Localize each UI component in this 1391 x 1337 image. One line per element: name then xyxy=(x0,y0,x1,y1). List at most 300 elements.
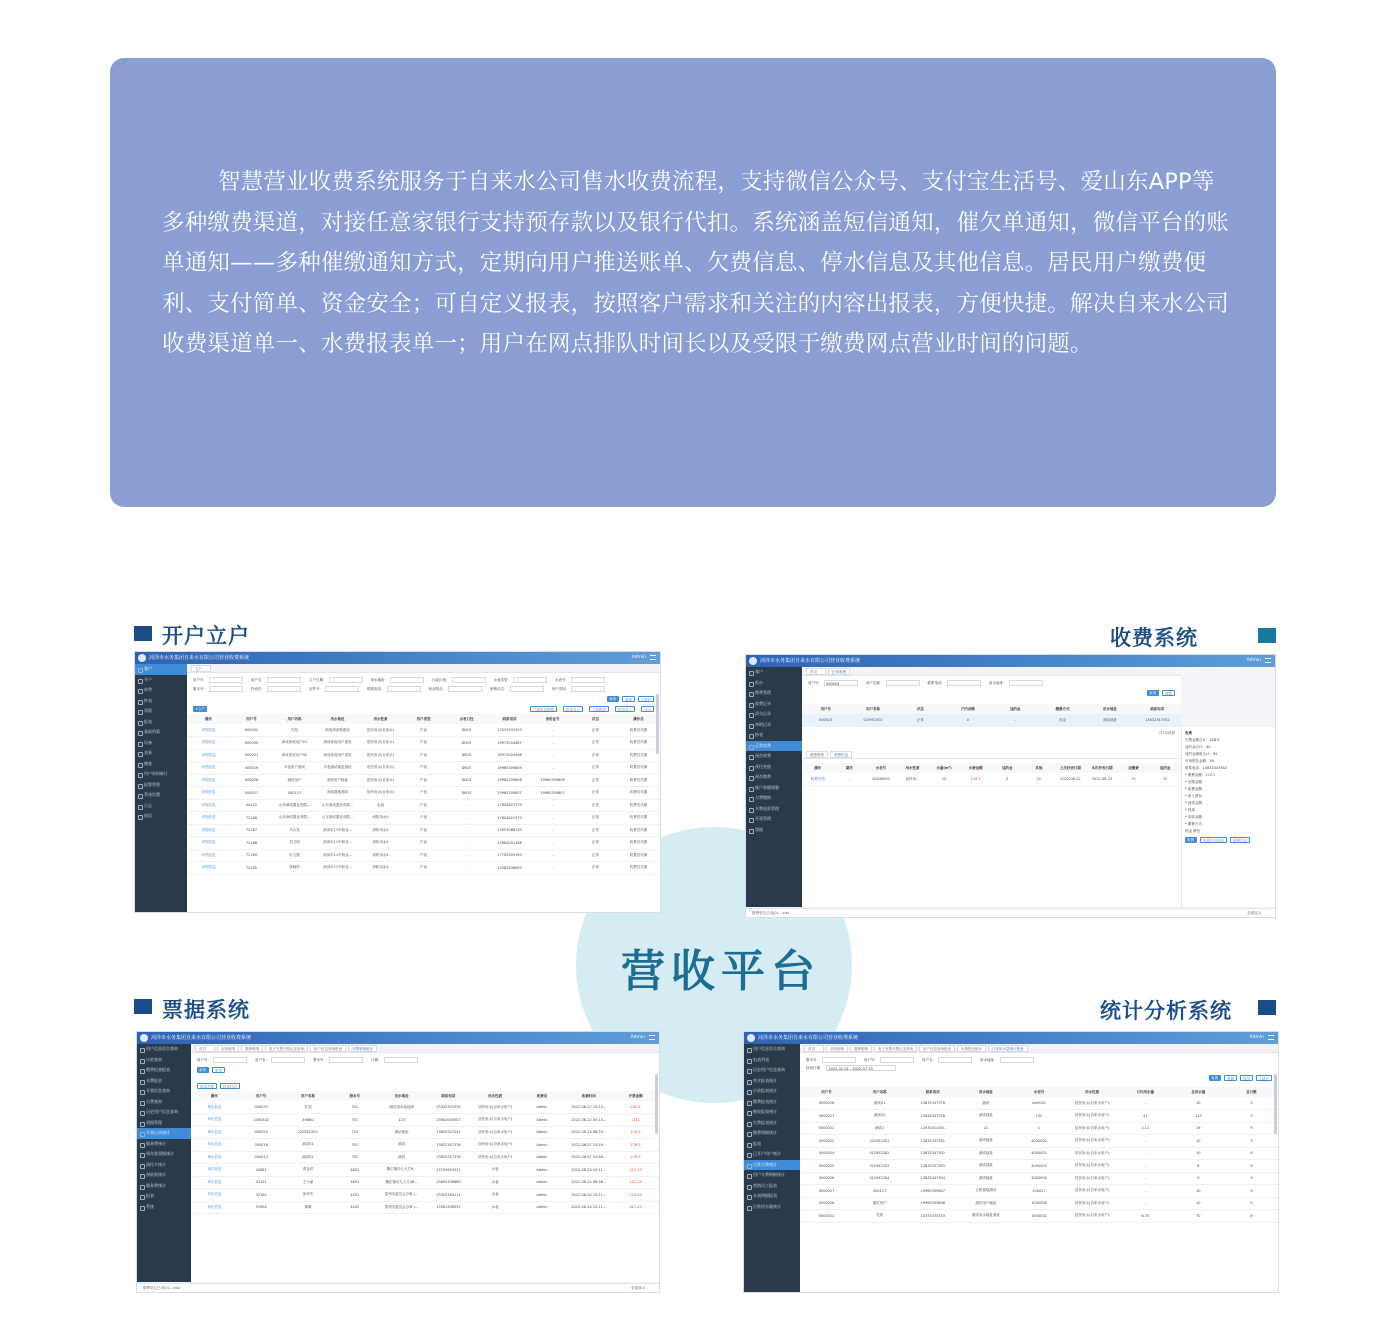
tab[interactable]: 用户信息查询报表 xyxy=(919,1045,955,1052)
address-input[interactable] xyxy=(1009,680,1043,686)
sidebar-item[interactable]: 预收款统计 xyxy=(137,1170,191,1181)
row-action-link[interactable]: 详细信息 xyxy=(187,837,230,850)
sidebar-item[interactable]: 预付卡统计 xyxy=(137,1160,191,1171)
table-row[interactable] xyxy=(191,1164,659,1177)
tab[interactable]: 首页 xyxy=(806,668,826,675)
filter-input[interactable] xyxy=(213,1057,247,1063)
row-action-link[interactable]: 单位信息 xyxy=(191,1201,238,1214)
tab[interactable]: 电子发票开票记录查询 xyxy=(265,1045,308,1052)
sidebar-item[interactable]: 预存收费 xyxy=(746,751,802,762)
scrollbar[interactable] xyxy=(655,1074,658,1134)
filter-input[interactable] xyxy=(880,1057,914,1063)
filter-buttons xyxy=(800,1073,1278,1083)
table-cell: - xyxy=(1119,1097,1172,1110)
sidebar-item[interactable]: 水费报表 xyxy=(137,1076,191,1087)
table-row[interactable] xyxy=(191,1189,659,1202)
filter-input[interactable] xyxy=(209,677,243,683)
tab[interactable]: 开票明细统计 xyxy=(348,1045,377,1052)
sidebar-item[interactable]: 开票管理 xyxy=(746,814,802,825)
sidebar-item[interactable]: 缴费检查报表 xyxy=(137,1065,191,1076)
sidebar-item[interactable]: 客户 xyxy=(746,667,802,678)
sidebar-item[interactable]: 报表 xyxy=(137,1191,191,1202)
sidebar-item[interactable]: 营销员工报表 xyxy=(744,1181,800,1192)
table-cell: 0000027 xyxy=(800,1185,853,1198)
sub-tab-bar xyxy=(802,750,1181,759)
sidebar-item[interactable]: 水表明细报表 xyxy=(744,1191,800,1202)
sidebar-item[interactable]: 收费 xyxy=(135,685,187,696)
sidebar-item[interactable]: 票据 xyxy=(135,706,187,717)
phone-field[interactable] xyxy=(928,680,982,686)
filter-field[interactable] xyxy=(309,686,359,692)
main-area xyxy=(800,1044,1278,1292)
table-row[interactable] xyxy=(800,1197,1278,1210)
row-action-link[interactable]: 单位信息 xyxy=(191,1139,238,1152)
row-action-link[interactable]: 详细信息 xyxy=(187,862,230,875)
table-row[interactable] xyxy=(191,1101,659,1114)
action-button[interactable]: 缴费打印 xyxy=(1230,837,1250,843)
tab[interactable]: 正常收费 xyxy=(828,668,850,675)
row-action-link[interactable]: 单位信息 xyxy=(191,1101,238,1114)
table-row[interactable] xyxy=(800,1160,1278,1173)
table-row[interactable] xyxy=(187,724,660,737)
table-row[interactable] xyxy=(191,1114,659,1127)
tab[interactable]: 立户 xyxy=(191,665,211,672)
action-button[interactable]: 收费 xyxy=(1185,837,1197,843)
sidebar-item[interactable]: 稽查 xyxy=(135,759,187,770)
filter-input[interactable] xyxy=(267,677,301,683)
filter-field[interactable] xyxy=(255,1057,305,1063)
filter-input[interactable] xyxy=(938,1057,972,1063)
sidebar-item[interactable]: 应收查询 xyxy=(137,1055,191,1066)
sidebar-item[interactable]: 收费记录 xyxy=(746,699,802,710)
filter-field[interactable] xyxy=(490,686,544,692)
field-label: 用户名称： xyxy=(866,680,884,685)
filter-input[interactable] xyxy=(329,1057,363,1063)
filter-field[interactable] xyxy=(864,1057,914,1063)
table-cell: 13382408905 xyxy=(488,862,531,875)
row-action-link[interactable]: 收费详情 xyxy=(802,773,834,786)
table-cell: 居民用水(自来水用户) xyxy=(472,1126,519,1139)
sidebar-item[interactable]: 历史用户信息查询 xyxy=(137,1107,191,1118)
table-cell: t22952351 xyxy=(853,1135,906,1148)
sidebar-item[interactable]: 柜台 xyxy=(746,678,802,689)
filter-field[interactable] xyxy=(193,686,243,692)
sidebar-item[interactable]: 催收报表统计 xyxy=(744,1107,800,1118)
row-action-link[interactable]: 详细信息 xyxy=(187,849,230,862)
batch-import-button-2[interactable]: 批量导入 xyxy=(615,706,635,712)
sidebar-item[interactable]: 客户 xyxy=(135,664,187,675)
tab[interactable]: 应收明细 xyxy=(217,1045,239,1052)
sidebar-item[interactable]: 基础档案 xyxy=(135,727,187,738)
action-button[interactable]: 批量开票 xyxy=(197,1083,217,1089)
row-action-link[interactable]: 单位信息 xyxy=(191,1189,238,1202)
action-button[interactable]: 重置 xyxy=(1224,1075,1237,1081)
sidebar-item[interactable]: 服务费统计 xyxy=(137,1181,191,1192)
table-cell: 000029 xyxy=(230,762,273,775)
sidebar-item[interactable]: 系统设置 xyxy=(135,790,187,801)
panel-line: 可用预存金额：40 xyxy=(1185,759,1214,763)
filter-field[interactable] xyxy=(980,1057,1034,1063)
filter-input[interactable] xyxy=(209,686,243,692)
pay-option-cash[interactable]: 现金 xyxy=(1185,829,1192,833)
table-row[interactable] xyxy=(800,1110,1278,1123)
user-menu[interactable]: Admin xyxy=(1249,1035,1264,1040)
table-cell: 44422 xyxy=(230,799,273,812)
table-row[interactable] xyxy=(187,787,660,800)
table-cell: 雷州市委员会办事 (... xyxy=(378,1189,425,1202)
table-cell: 测试用水地址测试 xyxy=(959,1210,1012,1223)
sidebar-item[interactable]: 表务 xyxy=(135,748,187,759)
stats-screen xyxy=(743,1031,1279,1293)
action-button[interactable]: 重置 xyxy=(1162,690,1175,696)
field-label: 用户名： xyxy=(922,1057,936,1062)
tab[interactable]: 缴费明细 xyxy=(850,1045,872,1052)
sidebar-item[interactable]: 应收报表统计 xyxy=(744,1086,800,1097)
filter-field[interactable] xyxy=(313,1057,363,1063)
table-row[interactable] xyxy=(187,774,660,787)
table-cell: 19965309807 xyxy=(488,787,531,800)
row-action-link[interactable]: 详细信息 xyxy=(187,787,230,800)
table-row[interactable] xyxy=(191,1201,659,1214)
filter-input[interactable] xyxy=(390,677,424,683)
table-cell: 4000004 xyxy=(1012,1172,1065,1185)
pay-options[interactable] xyxy=(1185,828,1272,835)
table-cell: 701 xyxy=(331,1151,378,1164)
batch-import-button[interactable]: 批量导入 xyxy=(563,706,583,712)
sidebar-item[interactable]: 预存缴费 xyxy=(746,772,802,783)
field-label: 册本号： xyxy=(806,1057,820,1062)
panel-line: 违约金减免合计：95 xyxy=(1185,752,1218,756)
row-action-link[interactable]: 详细信息 xyxy=(187,724,230,737)
row-action-link[interactable]: 详细信息 xyxy=(187,762,230,775)
sidebar-item[interactable]: 报表 xyxy=(744,1139,800,1150)
table-cell: 2022-06-27 10:10... xyxy=(565,1101,612,1114)
table-cell: Admin xyxy=(519,1164,566,1177)
filter-input[interactable] xyxy=(1000,1057,1034,1063)
user-menu[interactable]: Admin xyxy=(631,655,646,660)
user-no-input[interactable]: 000024 xyxy=(824,680,858,686)
field-label: * 缴费金额： xyxy=(1185,773,1206,777)
sidebar-item[interactable]: 欠费报表统计 xyxy=(744,1118,800,1129)
table-cell: - xyxy=(992,714,1039,727)
table-cell: 0000026 xyxy=(800,1172,853,1185)
filter-field[interactable] xyxy=(193,677,243,683)
table-cell: 贾奋祥 xyxy=(285,1164,332,1177)
tab[interactable]: 日常用水量统计报表 xyxy=(988,1045,1028,1052)
sidebar-item[interactable]: 欠费查询 xyxy=(137,1097,191,1108)
user-menu[interactable]: Admin xyxy=(630,1035,645,1040)
sidebar-item[interactable]: 日志 xyxy=(135,801,187,812)
sidebar-item[interactable]: 抄表 xyxy=(135,696,187,707)
filter-input[interactable] xyxy=(452,677,486,683)
column-header: 操作 xyxy=(191,1091,238,1101)
panel-line: * 找零金额： xyxy=(1185,801,1206,805)
sidebar-item[interactable]: 用户资料修订 xyxy=(135,769,187,780)
table-cell: 居民用水(自来水用户) xyxy=(1066,1135,1119,1148)
sidebar-item[interactable]: 服务费统计 xyxy=(137,1139,191,1150)
tab[interactable]: 首页 xyxy=(195,1045,215,1052)
tab[interactable]: 收费信息 xyxy=(830,751,852,758)
table-row[interactable] xyxy=(191,1126,659,1139)
table-cell: 正常 xyxy=(574,762,617,775)
row-action-link[interactable]: 单位信息 xyxy=(191,1164,238,1177)
table-row[interactable] xyxy=(187,862,660,875)
heading-marker xyxy=(1258,1000,1276,1015)
action-button[interactable]: 重置 xyxy=(622,696,635,702)
filter-input[interactable] xyxy=(822,1057,856,1063)
sidebar-item[interactable]: 开户 xyxy=(135,675,187,686)
user-no-field[interactable] xyxy=(808,680,858,686)
sidebar-item[interactable]: 预存款票据统计 xyxy=(137,1149,191,1160)
table-row[interactable] xyxy=(187,849,660,862)
menu-icon[interactable] xyxy=(650,655,656,660)
tab[interactable]: 电子发票开票记录查询 xyxy=(874,1045,917,1052)
table-row[interactable] xyxy=(802,714,1181,727)
action-button[interactable]: 批量打印 xyxy=(220,1083,240,1089)
phone-value[interactable]: 13832347552 xyxy=(1202,766,1227,770)
show-all-link[interactable]: 全部显示 xyxy=(1247,911,1261,915)
download-template-button[interactable]: 下载模板 xyxy=(589,706,609,712)
field-label: 用水地址： xyxy=(980,1057,998,1062)
user-name-input[interactable] xyxy=(886,680,920,686)
sidebar-item[interactable]: 水费退款管理 xyxy=(746,804,802,815)
sidebar-item[interactable]: 票据 xyxy=(746,825,802,836)
sidebar-item[interactable]: 账户余额调整 xyxy=(746,783,802,794)
table-cell: 孔凡强 xyxy=(273,849,316,862)
sidebar-item[interactable]: 电表列表 xyxy=(744,1055,800,1066)
table-cell: 水表 xyxy=(472,1164,519,1177)
sidebar-item[interactable]: 开票记录统计 xyxy=(137,1128,191,1139)
sidebar-item[interactable]: 营业报表统计 xyxy=(744,1076,800,1087)
filter-field[interactable] xyxy=(251,686,301,692)
date-range-input[interactable]: 2022-01-01 - 2022-07-19 xyxy=(826,1065,896,1071)
column-header: 用水性质 xyxy=(359,714,402,724)
row-action-link[interactable]: 单位信息 xyxy=(191,1176,238,1189)
sidebar-item[interactable]: 用户信息综合查询 xyxy=(137,1044,191,1055)
sidebar-item[interactable]: 短信 xyxy=(135,811,187,822)
sidebar-item[interactable]: 已开户用户统计 xyxy=(744,1149,800,1160)
scrollbar[interactable] xyxy=(1274,1074,1277,1134)
action-button[interactable]: 重置 xyxy=(212,1067,225,1073)
row-action-link[interactable]: 单位信息 xyxy=(191,1126,238,1139)
tab[interactable]: 缴费明细 xyxy=(806,751,828,758)
filter-input[interactable] xyxy=(448,686,482,692)
sidebar-item[interactable]: 票据管理 xyxy=(137,1118,191,1129)
table-cell: 正常 xyxy=(574,862,617,875)
filter-form xyxy=(191,1053,659,1065)
table-cell: 8 xyxy=(1225,1210,1278,1223)
tab[interactable]: 首页 xyxy=(804,1045,824,1052)
table-row[interactable] xyxy=(802,773,1181,786)
add-account-button[interactable]: +立户 xyxy=(195,707,205,711)
table-cell: - xyxy=(445,862,488,875)
export-button[interactable]: 导出 xyxy=(641,706,654,712)
sidebar-item[interactable]: 用户信息综合查询 xyxy=(744,1044,800,1055)
filter-field[interactable] xyxy=(309,677,363,683)
table-row[interactable] xyxy=(187,762,660,775)
table-row[interactable] xyxy=(800,1147,1278,1160)
row-action-link[interactable]: 单位信息 xyxy=(191,1114,238,1127)
action-button[interactable]: 查询 xyxy=(197,1067,209,1073)
tab[interactable]: 水费报表统计 xyxy=(957,1045,986,1052)
sidebar-item[interactable]: 预付充值 xyxy=(746,762,802,773)
table-row[interactable] xyxy=(191,1176,659,1189)
table-cell: 10 xyxy=(1172,1147,1225,1160)
filter-field[interactable] xyxy=(494,677,548,683)
pay-option-wechat[interactable]: 微信 xyxy=(1193,829,1201,833)
table-row[interactable] xyxy=(187,837,660,850)
tab[interactable]: 用户信息查询报表 xyxy=(310,1045,346,1052)
filter-field[interactable] xyxy=(197,1057,247,1063)
table-row[interactable] xyxy=(800,1210,1278,1223)
filter-field[interactable] xyxy=(432,677,486,683)
account-table xyxy=(187,714,660,875)
table-cell: 0000022 xyxy=(800,1135,853,1148)
filter-input[interactable] xyxy=(267,686,301,692)
filter-field[interactable] xyxy=(806,1057,856,1063)
sidebar-item[interactable]: 欠费缴纳 xyxy=(746,793,802,804)
filter-field[interactable] xyxy=(922,1057,972,1063)
filter-field[interactable] xyxy=(429,686,483,692)
action-button[interactable]: 查询 xyxy=(1209,1075,1221,1081)
filter-field[interactable] xyxy=(552,686,606,692)
menu-icon[interactable] xyxy=(649,1035,655,1040)
tab[interactable]: 缴费明细 xyxy=(241,1045,263,1052)
filter-input[interactable] xyxy=(325,686,359,692)
table-cell: 100027 xyxy=(1012,1185,1065,1198)
sidebar-item[interactable]: 日常欠费统计 xyxy=(744,1160,800,1171)
table-cell: 0000028 xyxy=(800,1197,853,1210)
table-cell: 72190 xyxy=(230,862,273,875)
filter-field[interactable] xyxy=(251,677,301,683)
row-action-link[interactable]: 单位信息 xyxy=(191,1151,238,1164)
action-button[interactable]: 查询 xyxy=(1147,690,1159,696)
show-all-link[interactable]: 全部显示 xyxy=(631,1286,645,1290)
table-cell: 测试用水地址测 xyxy=(378,1101,425,1114)
sidebar-item[interactable]: 日常用水量统计 xyxy=(744,1202,800,1213)
table-cell: 0000021 xyxy=(800,1122,853,1135)
table-row[interactable] xyxy=(187,824,660,837)
table-cell: 居民用水(自来水用户) xyxy=(1066,1185,1119,1198)
table-cell: 收费员代缴 xyxy=(617,724,660,737)
sidebar-item[interactable]: 冲销记录 xyxy=(746,720,802,731)
table-cell: 测试用户 xyxy=(273,774,316,787)
table-cell: 13832347303 xyxy=(906,1160,959,1173)
table-row[interactable] xyxy=(800,1135,1278,1148)
status-file[interactable]: 缴费单位已用(0)....xlsx xyxy=(143,1286,181,1290)
scrollbar[interactable] xyxy=(656,694,659,754)
status-file[interactable]: 缴费单位已用(0)....xlsx xyxy=(752,911,790,915)
filter-input[interactable] xyxy=(387,686,421,692)
table-row[interactable] xyxy=(187,799,660,812)
sidebar-item[interactable]: 缴费管理 xyxy=(746,688,802,699)
action-button[interactable]: +展开 xyxy=(638,696,654,702)
table-cell: 2.11 xyxy=(1119,1122,1172,1135)
sidebar-item[interactable]: 缴费报表统计 xyxy=(744,1097,800,1108)
table-row[interactable] xyxy=(191,1139,659,1152)
read-date-field[interactable] xyxy=(806,1065,896,1071)
filter-input[interactable] xyxy=(513,677,547,683)
tab[interactable]: 应收明细 xyxy=(826,1045,848,1052)
table-row[interactable] xyxy=(800,1172,1278,1185)
filter-input[interactable] xyxy=(571,686,605,692)
filter-field[interactable] xyxy=(371,677,425,683)
sidebar-item[interactable]: 用户欠费明细统计 xyxy=(744,1170,800,1181)
sidebar-item[interactable]: 抄表 xyxy=(746,730,802,741)
row-action-link[interactable]: 详细信息 xyxy=(187,824,230,837)
panel-line: 欠费金额合计：416.5 xyxy=(1185,738,1220,742)
sidebar-item[interactable]: 正常收费 xyxy=(746,741,802,752)
billing-table xyxy=(191,1091,659,1214)
action-button[interactable]: 收费打印回执 xyxy=(1200,837,1227,843)
address-field[interactable] xyxy=(989,680,1043,686)
table-row[interactable] xyxy=(191,1151,659,1164)
column-header: 收费时间 xyxy=(565,1091,612,1101)
menu-icon[interactable] xyxy=(1268,1035,1274,1040)
field-label: 抄表员： xyxy=(251,686,265,691)
table-row[interactable] xyxy=(187,749,660,762)
sidebar-item[interactable]: 设备 xyxy=(135,738,187,749)
table-cell: 10 xyxy=(1172,1135,1225,1148)
phone-input[interactable] xyxy=(947,680,981,686)
menu-icon[interactable] xyxy=(1265,658,1271,663)
filter-field[interactable] xyxy=(367,686,421,692)
table-row[interactable] xyxy=(800,1122,1278,1135)
row-action-link[interactable]: 详细信息 xyxy=(187,812,230,825)
table-cell: 菏泽市11中职业... xyxy=(316,837,359,850)
filter-input[interactable] xyxy=(329,677,363,683)
user-name-field[interactable] xyxy=(866,680,920,686)
filter-input[interactable] xyxy=(271,1057,305,1063)
table-cell: 居民用水(自来水用户) xyxy=(1066,1147,1119,1160)
sidebar-item[interactable]: 开票信息查询 xyxy=(137,1086,191,1097)
user-menu[interactable]: Admin xyxy=(1246,658,1261,663)
column-header: 联系电话 xyxy=(1134,704,1181,714)
table-cell: 测试01 xyxy=(853,1097,906,1110)
sidebar-item[interactable]: 缴费明细统计 xyxy=(744,1128,800,1139)
table-row[interactable] xyxy=(187,737,660,750)
billing-screen xyxy=(136,1031,660,1293)
table-row[interactable] xyxy=(800,1185,1278,1198)
sidebar-item[interactable]: 报警管理 xyxy=(135,780,187,791)
sidebar-item[interactable]: 历史用户信息查询 xyxy=(744,1065,800,1076)
filter-field[interactable] xyxy=(371,1057,418,1063)
payment-panel-title: 收费 xyxy=(1185,731,1192,735)
row-action-link[interactable]: 详细信息 xyxy=(187,737,230,750)
table-cell: 2022-06-24 10:11... xyxy=(565,1189,612,1202)
download-batch-template-button[interactable]: 下载批量模板 xyxy=(530,706,557,712)
table-row[interactable] xyxy=(800,1097,1278,1110)
filter-input[interactable] xyxy=(510,686,544,692)
sidebar-item[interactable]: 清欠记录 xyxy=(746,709,802,720)
row-action-link[interactable]: 详细信息 xyxy=(187,749,230,762)
action-button[interactable]: 导出 xyxy=(1240,1075,1253,1081)
sidebar-item[interactable]: 系统 xyxy=(137,1202,191,1213)
table-cell: 95 xyxy=(1149,773,1181,786)
action-button[interactable]: +展开 xyxy=(1256,1075,1272,1081)
filter-input[interactable] xyxy=(571,677,605,683)
sidebar-item[interactable]: 报表 xyxy=(135,717,187,728)
filter-field[interactable] xyxy=(555,677,605,683)
table-cell: 正常 xyxy=(574,737,617,750)
table-row[interactable] xyxy=(187,812,660,825)
table-cell: 居民用水(自来水用户) xyxy=(1066,1122,1119,1135)
filter-input[interactable] xyxy=(384,1057,418,1063)
row-action-link[interactable]: 详细信息 xyxy=(187,774,230,787)
row-action-link[interactable]: 详细信息 xyxy=(187,799,230,812)
heading-marker xyxy=(1258,628,1276,643)
action-button[interactable]: 查询 xyxy=(607,696,619,702)
